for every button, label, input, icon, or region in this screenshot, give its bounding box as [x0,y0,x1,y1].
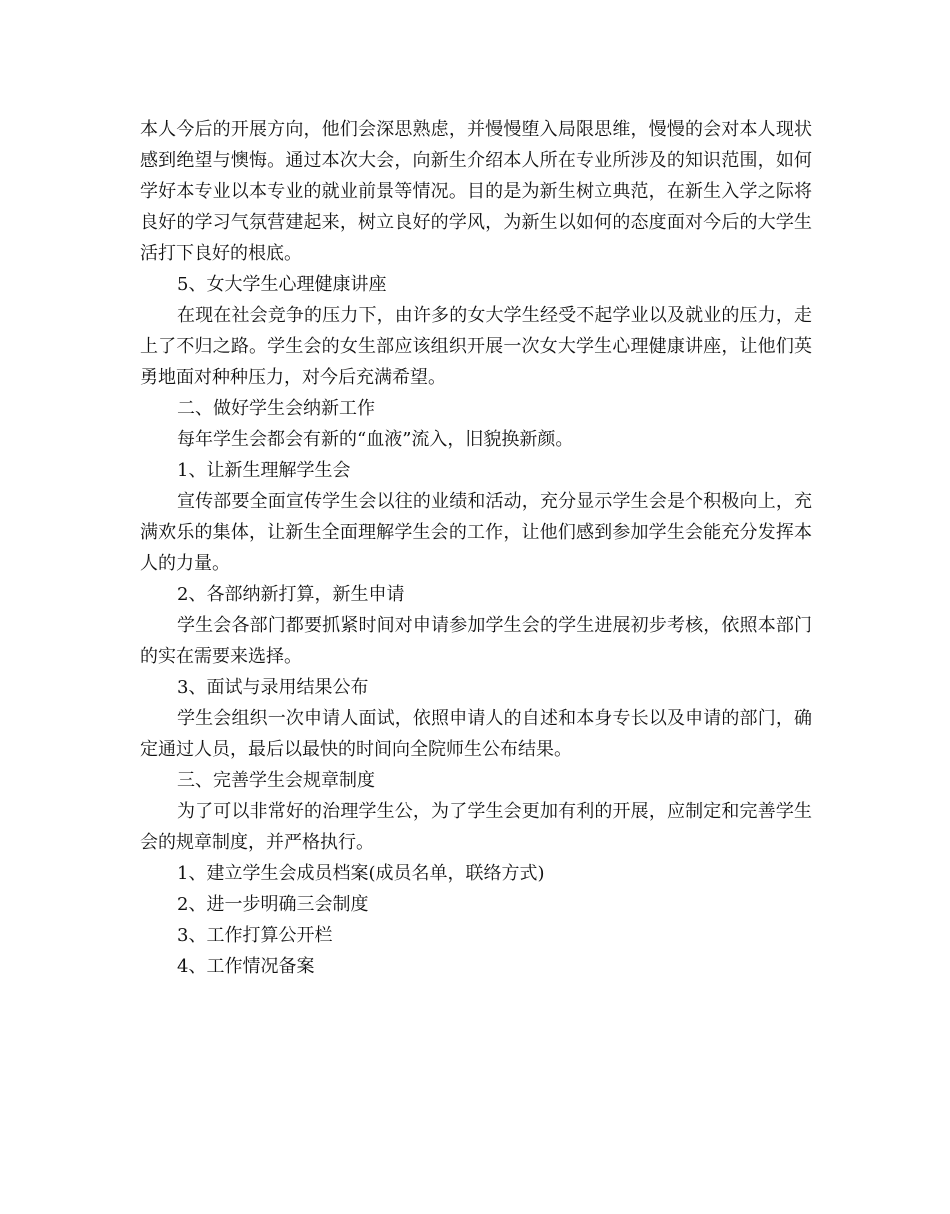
paragraph: 每年学生会都会有新的“血液”流入，旧貌换新颜。 [177,429,574,450]
paragraph: 宣传部要全面宣传学生会以往的业绩和活动，充分显示学生会是个积极向上，充满欢乐的集体，让新生全面理解学生会的工作，让他们感到参加学生会能充分发挥本人的力量。 [140,491,812,574]
section-heading: 3、面试与录用结果公布 [177,677,369,698]
list-item: 2、进一步明确三会制度 [177,894,369,915]
list-item: 1、建立学生会成员档案(成员名单，联络方式) [177,863,545,884]
paragraph: 学生会组织一次申请人面试，依照申请人的自述和本身专长以及申请的部门，确定通过人员，最后以最快的时间向全院师生公布结果。 [140,708,812,760]
section-heading: 二、做好学生会纳新工作 [177,398,375,419]
section-heading: 三、完善学生会规章制度 [177,770,375,791]
paragraph: 学生会各部门都要抓紧时间对申请参加学生会的学生进展初步考核，依照本部门的实在需要来选择。 [140,615,812,667]
section-heading: 1、让新生理解学生会 [177,460,351,481]
paragraph: 为了可以非常好的治理学生公，为了学生会更加有利的开展，应制定和完善学生会的规章制度，并严格执行。 [140,801,812,853]
list-item: 4、工作情况备案 [177,956,315,977]
document-body [140,114,812,982]
paragraph: 在现在社会竞争的压力下，由许多的女大学生经受不起学业以及就业的压力，走上了不归之路。学生会的女生部应该组织开展一次女大学生心理健康讲座，让他们英勇地面对种种压力，对今后充满希望。 [140,305,812,388]
paragraph: 本人今后的开展方向，他们会深思熟虑，并慢慢堕入局限思维，慢慢的会对本人现状感到绝望与懊悔。通过本次大会，向新生介绍本人所在专业所涉及的知识范围，如何学好本专业以本专业的就业前景等情况。目的是为新生树立典范，在新生入学之际将良好的学习气氛营建起来，树立良好的学风，为新生以如何的态度面对今后的大学生活打下良好的根底。 [140,119,812,264]
list-item: 3、工作打算公开栏 [177,925,333,946]
section-heading: 5、女大学生心理健康讲座 [177,274,387,295]
section-heading: 2、各部纳新打算，新生申请 [177,584,405,605]
